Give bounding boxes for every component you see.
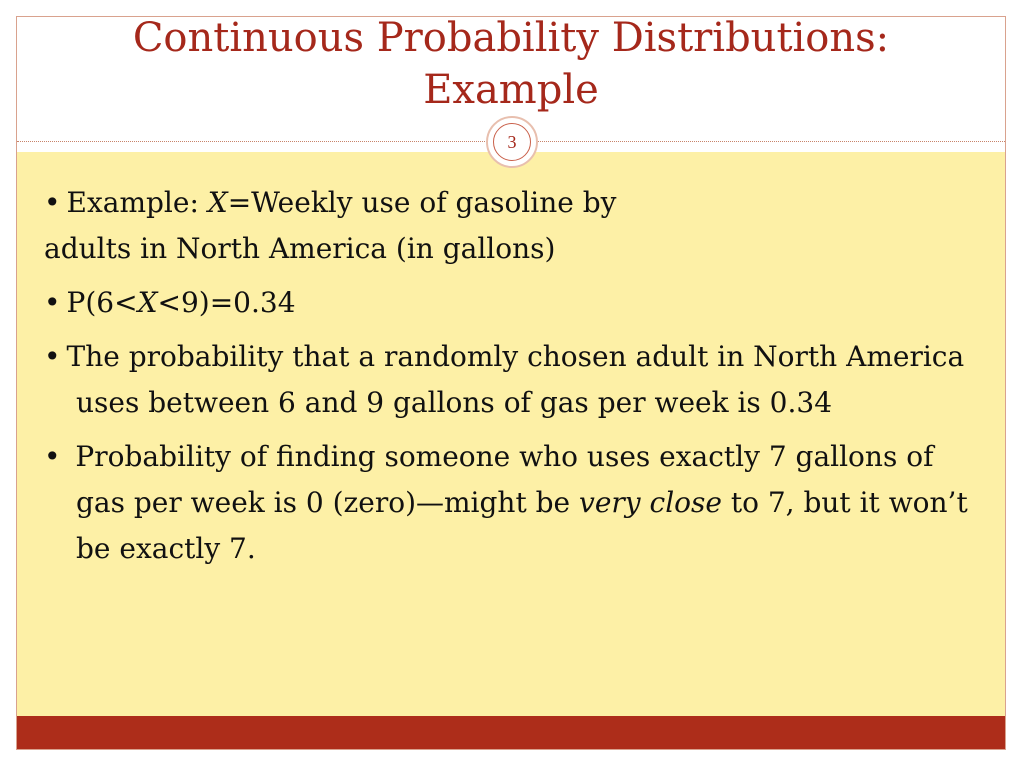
probability-rest: <9)=0.34 — [157, 286, 296, 319]
exact-value-text-1: Probability of finding someone who uses exactly 7 gallons of gas per week is 0 (zero)—might be — [75, 440, 934, 519]
bullet-probability — [44, 280, 974, 326]
footer-bar — [17, 716, 1005, 749]
title-line-2: Example — [423, 67, 599, 113]
body-text — [44, 180, 974, 580]
slide-title — [16, 12, 1006, 116]
bullet-exact-value — [44, 434, 974, 572]
bullet-marker: • — [44, 286, 61, 319]
title-line-1: Continuous Probability Distributions: — [132, 15, 890, 61]
bullet-marker: • — [44, 340, 61, 373]
probability-prefix: P(6< — [66, 286, 138, 319]
exact-value-italic: very close — [579, 486, 722, 519]
interpretation-text: The probability that a randomly chosen adult in North America uses between 6 and 9 gallons of gas per week is 0.34 — [66, 340, 965, 419]
slide-number-badge — [486, 116, 538, 168]
bullet-interpretation — [44, 334, 974, 426]
bullet-marker: • — [44, 440, 61, 473]
bullet-marker: • — [44, 186, 61, 219]
exact-value-text-2: to 7, but it won’t be exactly 7. — [76, 486, 968, 565]
slide-number: 3 — [493, 123, 531, 161]
example-continuation: adults in North America (in gallons) — [44, 232, 556, 265]
variable-x: X — [137, 286, 158, 319]
example-prefix: Example: — [66, 186, 208, 219]
example-definition: =Weekly use of gasoline by — [227, 186, 617, 219]
variable-x: X — [207, 186, 228, 219]
bullet-example — [44, 180, 974, 226]
